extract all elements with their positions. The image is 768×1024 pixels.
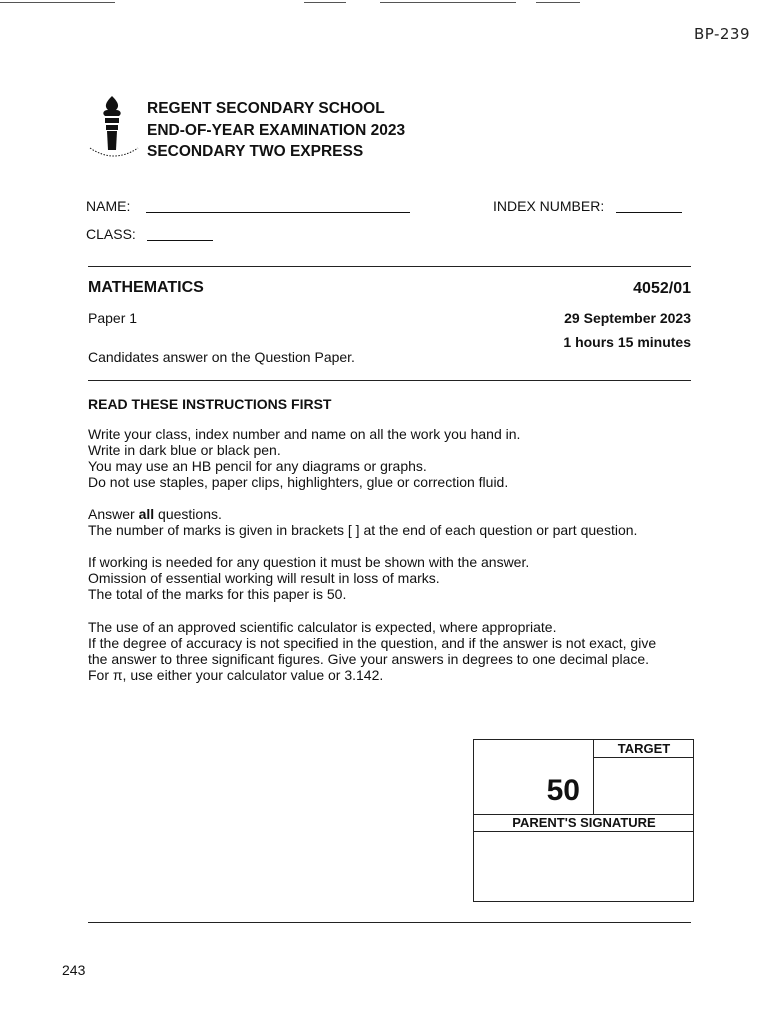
document-code: BP-239 [693, 25, 750, 43]
total-marks [474, 774, 593, 808]
instructions-block-2 [88, 506, 708, 538]
instructions-heading: READ THESE INSTRUCTIONS FIRST [88, 396, 332, 412]
index-number-field[interactable] [616, 212, 682, 213]
school-header [147, 98, 405, 163]
divider [88, 380, 691, 381]
instruction-line: Write in dark blue or black pen. [88, 442, 281, 458]
instruction-line: Do not use staples, paper clips, highlighters, glue or correction fluid. [88, 474, 509, 490]
instruction-line: The total of the marks for this paper is 50. [88, 586, 347, 602]
class-level: SECONDARY TWO EXPRESS [147, 143, 364, 160]
scan-artifact [0, 2, 115, 3]
subject-title: MATHEMATICS [88, 279, 204, 296]
instruction-line: For π, use either your calculator value or 3.142. [88, 667, 384, 683]
instructions-block-4 [88, 619, 708, 683]
instruction-text: Answer [88, 506, 139, 522]
instructions-block-3 [88, 554, 708, 602]
name-label: NAME: [86, 198, 131, 214]
instruction-line: If working is needed for any question it must be shown with the answer. [88, 554, 530, 570]
candidates-note: Candidates answer on the Question Paper. [88, 349, 355, 365]
target-label: TARGET [617, 741, 671, 756]
page-number: 243 [62, 962, 86, 978]
parent-signature-label: PARENT'S SIGNATURE [512, 815, 656, 830]
instruction-line: You may use an HB pencil for any diagrams or graphs. [88, 458, 427, 474]
scan-artifact [304, 2, 346, 3]
instruction-line: Omission of essential working will result in loss of marks. [88, 570, 440, 586]
divider [88, 266, 691, 267]
paper-number: Paper 1 [88, 310, 138, 326]
exam-title: END-OF-YEAR EXAMINATION 2023 [147, 121, 406, 139]
instruction-line: Write your class, index number and name on all the work you hand in. [88, 426, 521, 442]
instructions-block-1 [88, 426, 708, 490]
instruction-emphasis: all [138, 506, 155, 522]
class-label: CLASS: [86, 226, 136, 242]
index-number-label: INDEX NUMBER: [493, 198, 605, 214]
instruction-line: If the degree of accuracy is not specified in the question, and if the answer is not exact, give [88, 635, 657, 651]
instruction-text: questions. [154, 506, 222, 522]
exam-duration: 1 hours 15 minutes [563, 334, 691, 350]
instruction-line: the answer to three significant figures. Give your answers in degrees to one decimal place. [88, 651, 650, 667]
name-field[interactable] [146, 212, 410, 213]
school-name: REGENT SECONDARY SCHOOL [147, 100, 385, 117]
school-crest-logo [86, 94, 142, 164]
instruction-line [88, 506, 708, 522]
exam-date: 29 September 2023 [564, 310, 691, 326]
class-field[interactable] [147, 240, 213, 241]
instruction-line: The use of an approved scientific calculator is expected, where appropriate. [88, 619, 557, 635]
scan-artifact [380, 2, 516, 3]
scan-artifact [536, 2, 580, 3]
marks-box [473, 739, 694, 902]
paper-code: 4052/01 [633, 280, 691, 297]
instruction-line: The number of marks is given in brackets [ ] at the end of each question or part question. [88, 522, 638, 538]
divider [88, 922, 691, 923]
total-marks-value: 50 [546, 774, 580, 807]
